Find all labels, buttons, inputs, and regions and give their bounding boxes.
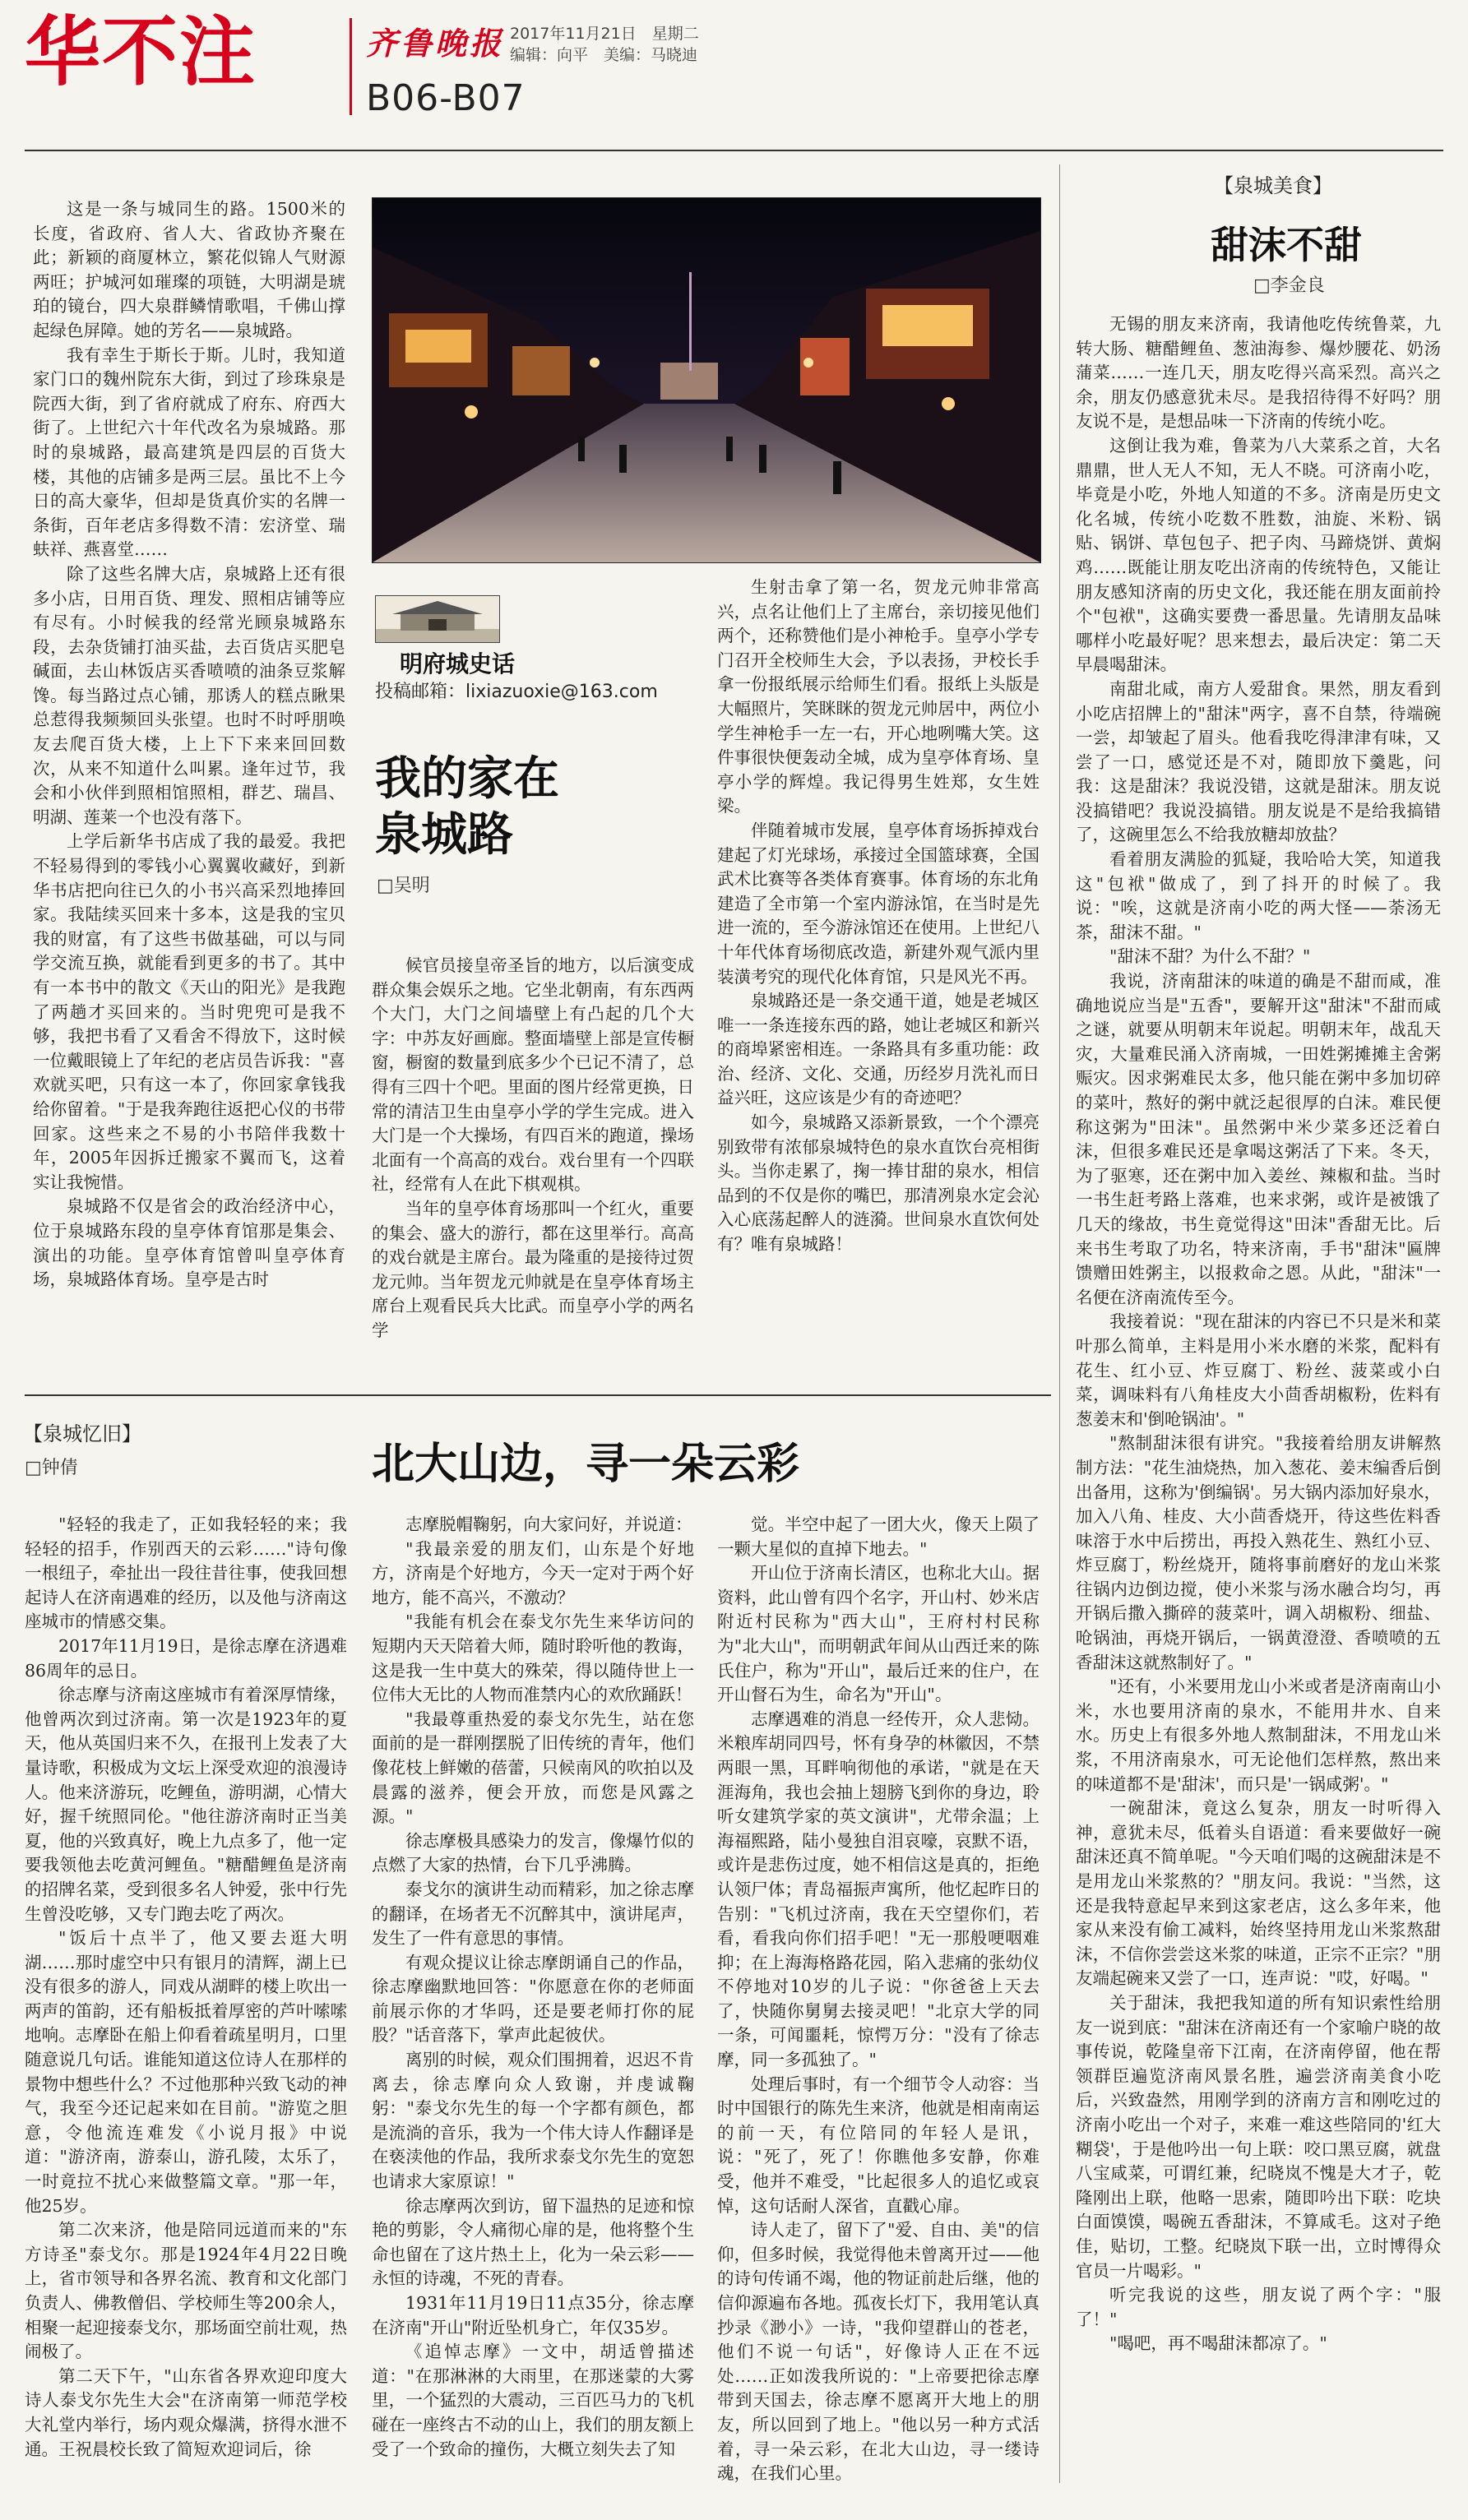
paragraph: 离别的时候，观众们围拥着，迟迟不肯离去，徐志摩向众人致谢，并虔诚鞠躬："泰戈尔先生的每一个字都有颜色，都是流淌的音乐，我为一个伟大诗人作翻译是在亵渎他的作品，我所求泰戈尔先生的宽恕也请求大家原谅！": [372, 2050, 694, 2192]
article3-column-1: [25, 1513, 347, 2491]
article2-body: [1076, 312, 1441, 2483]
paragraph: "甜沫不甜？为什么不甜？": [1109, 946, 1311, 967]
paragraph: 泉城路还是一条交通干道，她是老城区唯一一条连接东西的路，她让老城区和新兴的商埠紧密相连。一条路具有多重功能：政治、经济、文化、交通，历经岁月洗礼而日益兴旺，这应该是少有的奇迹吧？: [717, 991, 1040, 1108]
paragraph: 第二次来济，他是陪同远道而来的"东方诗圣"泰戈尔。那是1924年4月22日晚上，省市领导和各界名流、教育和文化部门负责人、佛教僧侣、学校师生等200余人，相聚一起迎接泰戈尔，那场面空前壮观，热闹极了。: [25, 2220, 347, 2362]
paragraph: 开山位于济南长清区，也称北大山。据资料，此山曾有四个名字，开山村、妙米店附近村民称为"西大山"，王府村村民称为"北大山"，而明朝武年间从山西迁来的陈氏住户，称为"开山"，最后迁来的住户，在开山督石为生，命名为"开山"。: [717, 1563, 1040, 1705]
paragraph: 如今，泉城路又添新景致，一个个漂亮别致带有浓郁泉城特色的泉水直饮台亮相街头。当你走累了，掬一捧甘甜的泉水，相信品到的不仅是你的嘴巴，那清冽泉水定会沁入心底荡起醉人的涟漪。世间泉水直饮何处有？唯有泉城路！: [717, 1112, 1040, 1255]
paragraph: 徐志摩极具感染力的发言，像爆竹似的点燃了大家的热情，台下几乎沸腾。: [372, 1830, 694, 1875]
column-divider: [1059, 164, 1060, 2483]
paragraph: "熬制甜沫很有讲究。"我接着给朋友讲解熬制方法："花生油烧热，加入葱花、姜末编香后倒出备用，这称为'倒编锅'。另大锅内添加好泉水，加入八角、桂皮、大小茴香烧开，待这些佐料香味溶于水中后捞出，再投入熟花生、熟红小豆、炸豆腐丁，粉丝烧开，随将事前磨好的龙山米浆往锅内边倒边搅，使小米浆与汤水融合均匀，再开锅后撒入撕碎的菠菜叶，调入胡椒粉、细盐、呛锅油，再烧开锅后，一锅黄澄澄、香喷喷的五香甜沫这就熬制好了。": [1076, 1433, 1441, 1672]
article1-title: [375, 751, 559, 863]
paragraph: 志摩脱帽鞠躬，向大家问好，并说道：: [405, 1514, 692, 1534]
paragraph: 我说，济南甜沫的味道的确是不甜而咸，准确地说应当是"五香"，要解开这"甜沫"不甜而咸之谜，就要从明朝末年说起。明朝末年，战乱天灾，大量难民涌入济南城，一田姓粥摊摊主舍粥赈灾。因求粥难民太多，他只能在粥中多加切碎的菜叶，熬好的粥中就泛起很厚的白沫。难民便称这粥为"田沫"。虽然粥中米少菜多还泛着白沫，但很多难民还是拿喝这粥活了下来。冬天，为了驱寒，还在粥中加入姜丝、辣椒和盐。当时一书生赶考路上落难，也来求粥，或许是被饿了几天的缘故，书生竟觉得这"田沫"香甜无比。后来书生考取了功名，特来济南，手书"甜沫"匾牌馈赠田姓粥主，以报救命之恩。从此，"甜沫"一名便在济南流传至今。: [1076, 971, 1441, 1307]
paragraph: 1931年11月19日11点35分，徐志摩在济南"开山"附近坠机身亡，年仅35岁。: [372, 2293, 694, 2337]
submission-email: 投稿邮箱：lixiazuoxie@163.com: [375, 682, 658, 702]
paragraph: 诗人走了，留下了"爱、自由、美"的信仰，但多时候，我觉得他未曾离开过——他的诗句传诵不竭，他的物证前赴后继，他的信仰源遍布各地。孤夜长灯下，我用笔认真抄录《渺小》一诗，"我仰望群山的苍老，他们不说一句话"，好像诗人正在不远处……正如泼我所说的："上帝要把徐志摩带到天国去，徐志摩不愿离开大地上的朋友，所以回到了地上。"他以另一种方式活着，寻一朵云彩，在北大山边，寻一缕诗魂，在我们心里。: [717, 2220, 1040, 2484]
paragraph: 上学后新华书店成了我的最爱。我把不轻易得到的零钱小心翼翼收藏好，到新华书店把向往已久的小书兴高采烈地捧回家。我陆续买回来十多本，这是我的宝贝我的财富，有了这些书做基础，可以与同学交流互换，就能看到更多的书了。其中有一本书中的散文《天山的阳光》是我跑了两趟才买回来的。当时兜兜可是我不够，我把书看了又看舍不得放下，这时候一位戴眼镜上了年纪的老店员告诉我："喜欢就买吧，只有这一本了，你回家拿钱我给你留着。"于是我奔跑往返把心仪的书带回家。这些来之不易的小书陪伴我数十年，2005年因拆迁搬家不翼而飞，这着实让我惋惜。: [33, 831, 345, 1192]
paragraph: 我有幸生于斯长于斯。儿时，我知道家门口的魏州院东大街，到过了珍珠泉是院西大街，到了省府就成了府东、府西大街了。上世纪六十年代改名为泉城路。那时的泉城路，最高建筑是四层的百货大楼，其他的店铺多是两三层。虽比不上今日的高大豪华，但却是货真价实的名牌一条街，百年老店多得数不清：宏济堂、瑞蚨祥、燕喜堂……: [33, 344, 345, 560]
paragraph: 伴随着城市发展，皇亭体育场拆掉戏台建起了灯光球场，承接过全国篮球赛，全国武术比赛等各类体育赛事。体育场的东北角建造了全市第一个室内游泳馆，在当时是先进一流的，至今游泳馆还在使用。上世纪八十年代体育场彻底改造，新建外观气派内里装潢考究的现代化体育馆，只是风光不再。: [717, 820, 1040, 987]
article1-column-1: [33, 197, 345, 1365]
header-rule: [25, 150, 1443, 151]
page-numbers: B06-B07: [366, 77, 526, 119]
paragraph: 这是一条与城同生的路。1500米的长度，省政府、省人大、省政协齐聚在此；新颖的商厦林立，繁花似锦人气财源两旺；护城河如璀璨的项链，大明湖是琥珀的镜台，四大泉群鳞情歌唱，千佛山撑起绿色屏障。她的芳名——泉城路。: [33, 199, 345, 340]
paragraph: "还有，小米要用龙山小米或者是济南南山小米，水也要用济南的泉水，不能用井水、自来水。历史上有很多外地人熬制甜沫，不用龙山米浆，不用济南泉水，可无论他们怎样熬，熬出来的味道都不是'甜沫'，而只是'一锅咸粥'。": [1076, 1676, 1441, 1794]
paragraph: 徐志摩与济南这座城市有着深厚情缘，他曾两次到过济南。第一次是1923年的夏天，他从英国归来不久，在报刊上发表了大量诗歌，积极成为文坛上深受欢迎的浪漫诗人。他来济游玩，吃鲤鱼，游明湖，心情大好，握千统照同伦。"他往游济南时正当美夏，他的兴致真好，晚上九点多了，他一定要我领他去吃黄河鲤鱼。"糖醋鲤鱼是济南的招牌名菜，受到很多名人钟爱，张中行先生曾没吃够，又专门跑去吃了两次。: [25, 1685, 347, 1924]
paragraph: 无锡的朋友来济南，我请他吃传统鲁菜，九转大肠、糖醋鲤鱼、葱油海参、爆炒腰花、奶汤蒲菜……一连几天，朋友吃得兴高采烈。高兴之余，朋友仍感意犹未尽。是我招待得不好吗？朋友说不是，是想品味一下济南的传统小吃。: [1076, 314, 1441, 432]
paragraph: 一碗甜沫，竟这么复杂，朋友一时听得入神，意犹未尽，低着头自语道：看来要做好一碗甜沫还真不简单呢。"今天咱们喝的这碗甜沫是不是用龙山米浆熬的？"朋友问。我说："当然，这还是我特意起早来到这家老店，这么多年来，他家从来没有偷工减料，始终坚持用龙山米浆熬甜沫，不信你尝尝这米浆的味道，正宗不正宗？"朋友端起碗来又尝了一口，连声说："哎，好喝。": [1076, 1798, 1441, 1989]
issue-date: 2017年11月21日 星期二: [510, 25, 699, 43]
historic-gate-sketch-icon: [375, 595, 500, 643]
paragraph: 生射击拿了第一名，贺龙元帅非常高兴，点名让他们上了主席台，亲切接见他们两个，还称赞他们是小神枪手。皇亭小学专门召开全校师生大会，予以表扬，尹校长手拿一份报纸展示给师生们看。报纸上头版是大幅照片，笑眯眯的贺龙元帅居中，两位小学生神枪手一左一右，开心地咧嘴大笑。这件事很快便轰动全城，成为皇亭体育场、皇亭小学的辉煌。我记得男生姓郑，女生姓梁。: [717, 577, 1040, 816]
article2-author: □李金良: [1253, 275, 1325, 296]
paragraph: 泉城路不仅是省会的政治经济中心，位于泉城路东段的皇亭体育馆那是集会、演出的功能。皇亭体育馆曾叫皇亭体育场，泉城路体育场。皇亭是古时: [33, 1196, 345, 1290]
paragraph: 当年的皇亭体育场那叫一个红火，重要的集会、盛大的游行，都在这里举行。高高的戏台就是主席台。最为隆重的是接待过贺龙元帅。当年贺龙元帅就是在皇亭体育场主席台上观看民兵大比武。而皇亭小学的两名学: [372, 1198, 694, 1340]
article1-column-3: [717, 576, 1040, 1365]
paragraph: 南甜北咸，南方人爱甜食。果然，朋友看到小吃店招牌上的"甜沫"两字，喜不自禁，待端碗一尝，却皱起了眉头。他看我吃得津津有味，又尝了一口，感觉还是不对，随即放下羹匙，问我：这是甜沫？我说没错，这就是甜沫。朋友说没搞错吧？我说没搞错。朋友说是不是给我搞错了，这碗里怎么不给我放糖却放盐？: [1076, 678, 1441, 845]
paragraph: 除了这些名牌大店，泉城路上还有很多小店，日用百货、理发、照相店铺等应有尽有。小时候我的经常光顾泉城路东段，去杂货铺打油买盐，去百货店买肥皂碱面，去山林饭店买香喷喷的油条豆浆解馋。每当路过点心铺，那诱人的糕点瞅果总惹得我频频回头张望。也时不时呼朋唤友去爬百货大楼，上上下下来来回回数次，从来不知道什么叫累。逢年过节，我会和小伙伴到照相馆照相，群艺、瑞昌、明湖、莲莱一个也没有落下。: [33, 563, 345, 827]
street-night-photo: [372, 197, 1041, 563]
article1-author: □吴明: [377, 876, 430, 896]
paragraph: "我最亲爱的朋友们，山东是个好地方，济南是个好地方，今天一定对于两个好地方，能不高兴，不激动？: [372, 1538, 694, 1607]
article2-section-tag: 【泉城美食】: [1214, 174, 1332, 197]
paragraph: 有观众提议让徐志摩朗诵自己的作品，徐志摩幽默地回答："你愿意在你的老师面前展示你的才华吗，还是要老师打你的屁股？"话音落下，掌声此起彼伏。: [372, 1952, 694, 2046]
paragraph: "轻轻的我走了，正如我轻轻的来；我轻轻的招手，作别西天的云彩……"诗句像一根纽子，牵扯出一段往昔往事，使我回想起诗人在济南遇难的经历，以及他与济南这座城市的情感交集。: [25, 1514, 347, 1632]
newspaper-logo: 齐鲁晚报: [366, 25, 505, 62]
header-divider: [350, 18, 352, 115]
paragraph: "饭后十点半了，他又要去逛大明湖……那时虚空中只有银月的清辉，湖上已没有很多的游人，同戏从湖畔的楼上吹出一两声的笛韵，还有船板抵着厚密的芦叶嗦嗦地响。志摩卧在船上仰看着疏星明月，口里随意说几句话。谁能知道这位诗人在那样的景物中想些什么？不过他那种兴致飞动的神气，我至今还记起来如在目前。"游览之胆意，令他流连难发《小说月报》中说道："游济南，游泰山，游孔陵，太乐了，一时竟拉不扰心来做整篇文章。"那一年，他25岁。: [25, 1928, 347, 2216]
section-divider: [25, 1394, 1051, 1396]
article3-title: 北大山边，寻一朵云彩: [372, 1440, 800, 1489]
paragraph: 《追悼志摩》一文中，胡适曾描述道："在那淋淋的大雨里，在那迷蒙的大雾里，一个猛烈的大震动，三百匹马力的飞机碰在一座终古不动的山上，我们的朋友额上受了一个致命的撞伤，大概立刻失去了知: [372, 2342, 694, 2459]
editors: 编辑：向平 美编：马晓迪: [510, 46, 698, 64]
paragraph: 处理后事时，有一个细节令人动容：当时中国银行的陈先生来济，他就是相南南运的前一天，有位陪同的年轻人是讯，说："死了，死了！你瞧他多安静，你难受，他并不难受，"比起很多人的追忆或哀悼，这句话耐人深省，直戳心扉。: [717, 2074, 1040, 2216]
paragraph: "我最尊重热爱的泰戈尔先生，站在您面前的是一群刚摆脱了旧传统的青年，他们像花枝上鲜嫩的蓓蕾，只候南风的吹拍以及晨露的滋养，便会开放，而您是风露之源。": [372, 1709, 694, 1827]
paragraph: 泰戈尔的演讲生动而精彩，加之徐志摩的翻译，在场者无不沉醉其中，演讲尾声，发生了一件有意思的事情。: [372, 1879, 694, 1949]
paragraph: 听完我说的这些，朋友说了两个字："服了！": [1076, 2285, 1441, 2329]
paragraph: 2017年11月19日，是徐志摩在济遇难86周年的忌日。: [25, 1635, 347, 1681]
paragraph: 这倒让我为难，鲁菜为八大菜系之首，大名鼎鼎，世人无人不知，无人不晓。可济南小吃，毕竟是小吃，外地人知道的不多。济南是历史文化名城，传统小吃数不胜数，油旋、米粉、锅贴、锅饼、草包包子、把子肉、马蹄烧饼、黄焖鸡……既能让朋友吃出济南的传统特色，又能让朋友感知济南的历史文化，我还能在朋友面前拎个"包袱"，这确实要费一番思量。先请朋友品味哪样小吃最好呢？思来想去，最后决定：第二天早晨喝甜沫。: [1076, 435, 1441, 675]
column-badge: [375, 595, 658, 702]
paragraph: 关于甜沫，我把我知道的所有知识索性给朋友一说到底："甜沫在济南还有一个家喻户晓的故事传说，乾隆皇帝下江南，在济南停留，他在帮领群臣遍览济南风景名胜，遍尝济南美食小吃后，兴致盎然，用刚学到的济南方言和刚吃过的济南小吃出一个对子，来难一难这些陪同的'红大糊袋'，于是他吟出一句上联：咬口黑豆腐，就盘八宝咸菜，可谓红兼，纪晓岚不愧是大才子，乾隆刚出上联，他略一思索，随即吟出下联：吃块白面馍馍，喝碗五香甜沫，不算咸毛。这对子绝佳，贴切，工整。纪晓岚下联一出，立时博得众官员一片喝彩。": [1076, 1992, 1441, 2281]
paragraph: 看着朋友满脸的狐疑，我哈哈大笑，知道我这"包袱"做成了，到了抖开的时候了。我说："唉，这就是济南小吃的两大怪——荼汤无茶，甜沫不甜。": [1076, 849, 1441, 942]
article3-section-tag: 【泉城忆旧】: [23, 1422, 141, 1445]
article2-title: 甜沫不甜: [1211, 223, 1362, 267]
paragraph: "我能有机会在泰戈尔先生来华访问的短期内天天陪着大师，随时聆听他的教诲，这是我一生中莫大的殊荣，得以随侍世上一位伟大无比的人物而准禁内心的欢欣踊跃！: [372, 1611, 694, 1705]
article1-title-line1: 我的家在: [375, 752, 559, 806]
paragraph: 觉。半空中起了一团大火，像天上陨了一颗大星似的直掉下地去。": [717, 1514, 1040, 1559]
paragraph: 候官员接皇帝圣旨的地方，以后演变成群众集会娱乐之地。它坐北朝南，有东西两个大门，大门之间墙壁上有凸起的几个大字：中苏友好画廊。整面墙壁上部是宣传橱窗，橱窗的数量到底多少个已记不清了，总得有三四十个吧。里面的图片经常更换，日常的清洁卫生由皇亭小学的学生完成。进入大门是一个大操场，有四百米的跑道，操场北面有一个高高的戏台。戏台里有一个四联社，经常有人在此下棋观棋。: [372, 955, 694, 1195]
article3-author: □钟倩: [25, 1458, 78, 1478]
column-name: 明府城史话: [400, 650, 516, 677]
paragraph: 徐志摩两次到访，留下温热的足迹和惊艳的剪影，令人痛彻心扉的是，他将整个生命也留在了这片热土上，化为一朵云彩——永恒的诗魂，不死的青春。: [372, 2195, 694, 2289]
article3-column-2: [372, 1513, 694, 2491]
section-title: 华不注: [25, 8, 257, 96]
article1-title-line2: 泉城路: [375, 808, 513, 862]
paragraph: 志摩遇难的消息一经传开，众人悲恸。米粮库胡同四号，怀有身孕的林徽因，不禁两眼一黑，耳畔响彻他的承诺，"就是在天涯海角，我也会抽上翅膀飞到你的身边，聆听女建筑学家的英文演讲"，尤带余温；上海福熙路，陆小曼独自泪哀嚎，哀默不语，或许是悲伤过度，她不相信这是真的，拒绝认领尸体；青岛福振声寓所，他忆起昨日的告别："飞机过济南，我在天空望你们，若看，看我向你们招手吧！"无一那般哽咽难抑；在上海海格路花园，陷入悲痛的张幼仪不停地对10岁的儿子说："你爸爸上天去了，快随你舅舅去接灵吧！"北京大学的同一条，可闻噩耗，惊愕万分："没有了徐志摩，同一多孤独了。": [717, 1709, 1040, 2070]
paragraph: 我接着说："现在甜沫的内容已不只是米和菜叶那么简单，主料是用小米水磨的米浆，配料有花生、红小豆、炸豆腐丁、粉丝、菠菜或小白菜，调味料有八角桂皮大小茴香胡椒粉，佐料有葱姜末和'倒呛锅油'。": [1076, 1311, 1441, 1429]
paragraph: "喝吧，再不喝甜沫都凉了。": [1109, 2333, 1327, 2354]
article3-column-3: [717, 1513, 1040, 2491]
paragraph: 第二天下午，"山东省各界欢迎印度大诗人泰戈尔先生大会"在济南第一师范学校大礼堂内举行，场内观众爆满，挤得水泄不通。王祝晨校长致了简短欢迎词后，徐: [25, 2365, 347, 2459]
article1-column-2: [372, 954, 694, 1365]
